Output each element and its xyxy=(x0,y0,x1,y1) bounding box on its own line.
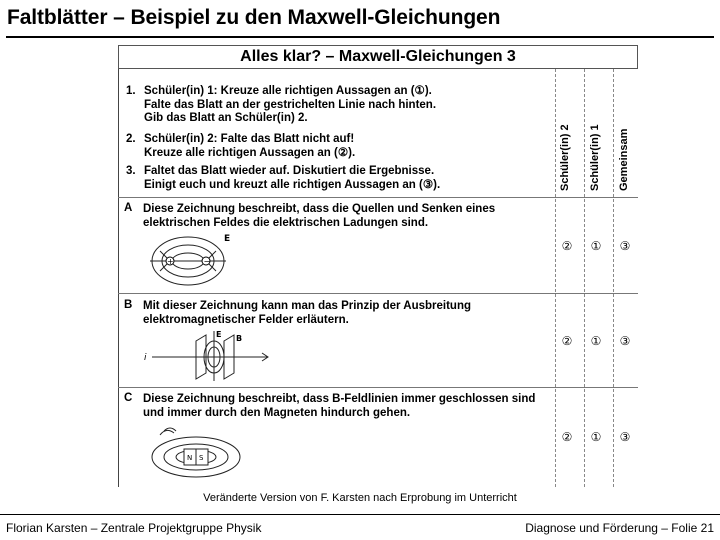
magnet-pole-label: N xyxy=(187,454,193,462)
figure-label-e: E xyxy=(216,330,222,339)
statement-a-text xyxy=(143,202,495,230)
figure-label-e: E xyxy=(224,234,231,244)
mark-a-together: ③ xyxy=(619,239,631,253)
dipole-field-figure xyxy=(140,231,240,289)
statement-b-text xyxy=(143,299,471,327)
statement-line: elektrischen Feldes die elektrischen Ladungen sind. xyxy=(143,217,429,229)
em-wave-figure xyxy=(144,327,274,383)
instruction-line: Einigt euch und kreuzt alle richtigen Aussagen an (③). xyxy=(144,178,441,191)
instruction-line: Falte das Blatt an der gestrichelten Linie nach hinten. xyxy=(144,98,437,111)
mark-c-together: ③ xyxy=(619,430,631,444)
instruction-number: 1. xyxy=(126,85,136,97)
instruction-line: Kreuze alle richtigen Aussagen an (②). xyxy=(144,146,356,159)
statement-line: Diese Zeichnung beschreibt, dass B-Feldlinien immer geschlossen sind xyxy=(143,393,536,405)
fold-line-2 xyxy=(584,69,585,487)
instruction-line: Schüler(in) 1: Kreuze alle richtigen Aussagen an (①). xyxy=(144,85,432,97)
mark-b-student-2: ② xyxy=(561,334,573,348)
statement-line: Mit dieser Zeichnung kann man das Prinzip der Ausbreitung xyxy=(143,300,472,312)
folding-sheet xyxy=(118,45,638,487)
title-divider xyxy=(6,36,714,38)
column-header-student-2: Schüler(in) 2 xyxy=(559,124,571,191)
footer-divider xyxy=(0,514,720,515)
mark-c-student-1: ① xyxy=(590,430,602,444)
slide-title: Faltblätter – Beispiel zu den Maxwell-Gleichungen xyxy=(7,6,501,29)
instruction-number: 2. xyxy=(126,133,136,145)
statement-line: elektromagnetischer Felder erläutern. xyxy=(143,314,349,326)
mark-a-student-1: ① xyxy=(590,239,602,253)
slide-caption: Veränderte Version von F. Karsten nach Erprobung im Unterricht xyxy=(203,492,517,504)
statement-line: und immer durch den Magneten hindurch gehen. xyxy=(143,407,411,419)
row-divider xyxy=(118,197,638,198)
figure-label-b: B xyxy=(236,334,243,343)
mark-b-together: ③ xyxy=(619,334,631,348)
column-header-student-1: Schüler(in) 1 xyxy=(589,124,601,191)
statement-c-letter: C xyxy=(124,392,133,404)
positive-charge-symbol: + xyxy=(167,257,174,266)
instruction-line: Faltet das Blatt wieder auf. Diskutiert die Ergebnisse. xyxy=(144,165,435,177)
statement-c-text xyxy=(143,392,535,420)
fold-line-1 xyxy=(555,69,556,487)
mark-c-student-2: ② xyxy=(561,430,573,444)
statement-line: Diese Zeichnung beschreibt, dass die Quellen und Senken eines xyxy=(143,203,496,215)
figure-label-i: i xyxy=(144,353,147,363)
column-header-together: Gemeinsam xyxy=(618,128,630,191)
footer-slide-number: Diagnose und Förderung – Folie 21 xyxy=(525,521,714,535)
mark-a-student-2: ② xyxy=(561,239,573,253)
mark-b-student-1: ① xyxy=(590,334,602,348)
row-divider xyxy=(118,387,638,388)
instruction-line: Schüler(in) 2: Falte das Blatt nicht auf! xyxy=(144,133,355,145)
statement-a-letter: A xyxy=(124,202,133,214)
magnet-field-figure xyxy=(144,423,254,485)
magnet-pole-label: S xyxy=(199,454,204,462)
sheet-header: Alles klar? – Maxwell-Gleichungen 3 xyxy=(118,45,638,69)
instruction-line: Gib das Blatt an Schüler(in) 2. xyxy=(144,112,308,124)
statement-b-letter: B xyxy=(124,299,133,311)
sheet-left-border xyxy=(118,69,119,487)
negative-charge-symbol: − xyxy=(203,257,211,266)
fold-line-3 xyxy=(613,69,614,487)
instruction-number: 3. xyxy=(126,165,136,177)
row-divider xyxy=(118,293,638,294)
footer-author: Florian Karsten – Zentrale Projektgruppe Physik xyxy=(6,521,262,535)
